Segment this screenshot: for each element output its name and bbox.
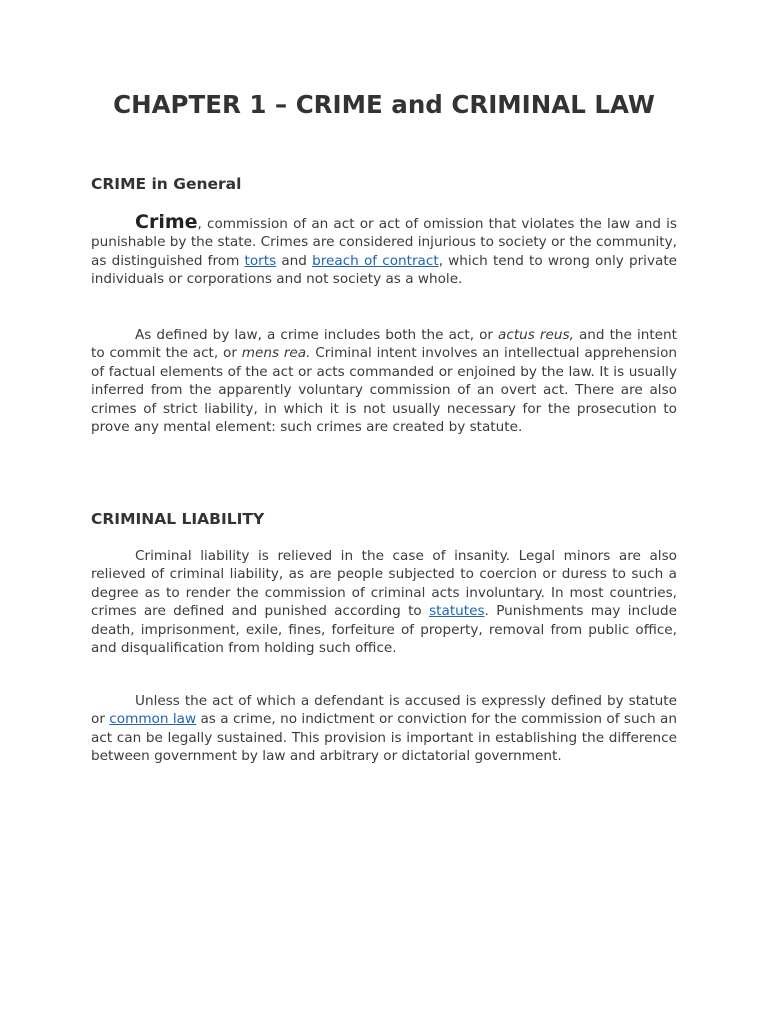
paragraph-legality-principle bbox=[91, 692, 677, 766]
section-heading-crime-in-general: CRIME in General bbox=[91, 175, 242, 193]
paragraph-text: . Punishments may include death, imprisonment, exile, fines, forfeiture of property, removal from public office, and disqualification from holding such office. bbox=[91, 603, 677, 657]
lead-word-crime: Crime bbox=[135, 211, 198, 233]
chapter-title: CHAPTER 1 – CRIME and CRIMINAL LAW bbox=[113, 90, 655, 119]
paragraph-text: Unless the act of which a defendant is accused is expressly defined by statute or bbox=[91, 693, 677, 728]
paragraph-text: and bbox=[276, 252, 313, 269]
paragraph-text: As defined by law, a crime includes both the act, or bbox=[135, 327, 499, 343]
paragraph-text: , which tend to wrong only private individuals or corporations and not society as a whole. bbox=[91, 252, 678, 288]
link-torts[interactable]: torts bbox=[244, 252, 277, 269]
link-breach-of-contract[interactable]: breach of contract bbox=[312, 252, 439, 269]
paragraph-text: as a crime, no indictment or conviction for the commission of such an act can be legally sustained. This provision is important in establishing the difference between government by law and arbitrary or dictatorial government. bbox=[91, 711, 677, 765]
paragraph-crime-elements bbox=[91, 326, 677, 436]
link-statutes[interactable]: statutes bbox=[429, 603, 485, 620]
paragraph-crime-definition bbox=[91, 213, 677, 289]
paragraph-text: Criminal liability is relieved in the case of insanity. Legal minors are also relieved of criminal liability, as are people subjected to coercion or duress to such a degree as to render the commission of criminal acts involuntary. In most countries, crimes are defined and punished according to bbox=[91, 548, 677, 620]
section-heading-criminal-liability: CRIMINAL LIABILITY bbox=[91, 510, 265, 528]
paragraph-text: , commission of an act or act of omission that violates the law and is punishable by the state. Crimes are considered injurious to society or the community, as distinguished from bbox=[91, 216, 677, 269]
paragraph-criminal-liability bbox=[91, 547, 677, 657]
link-common-law[interactable]: common law bbox=[109, 711, 197, 728]
paragraph-text: Criminal intent involves an intellectual apprehension of factual elements of the act or acts commanded or enjoined by the law. It is usually inferred from the apparently voluntary commission of an overt act. There are also crimes of strict liability, in which it is not usually necessary for the prosecution to prove any mental element: such crimes are created by statute. bbox=[91, 345, 677, 436]
paragraph-text: and the intent to commit the act, or bbox=[91, 327, 677, 362]
term-mens-rea: mens rea. bbox=[241, 345, 311, 362]
term-actus-reus: actus reus, bbox=[498, 327, 574, 343]
